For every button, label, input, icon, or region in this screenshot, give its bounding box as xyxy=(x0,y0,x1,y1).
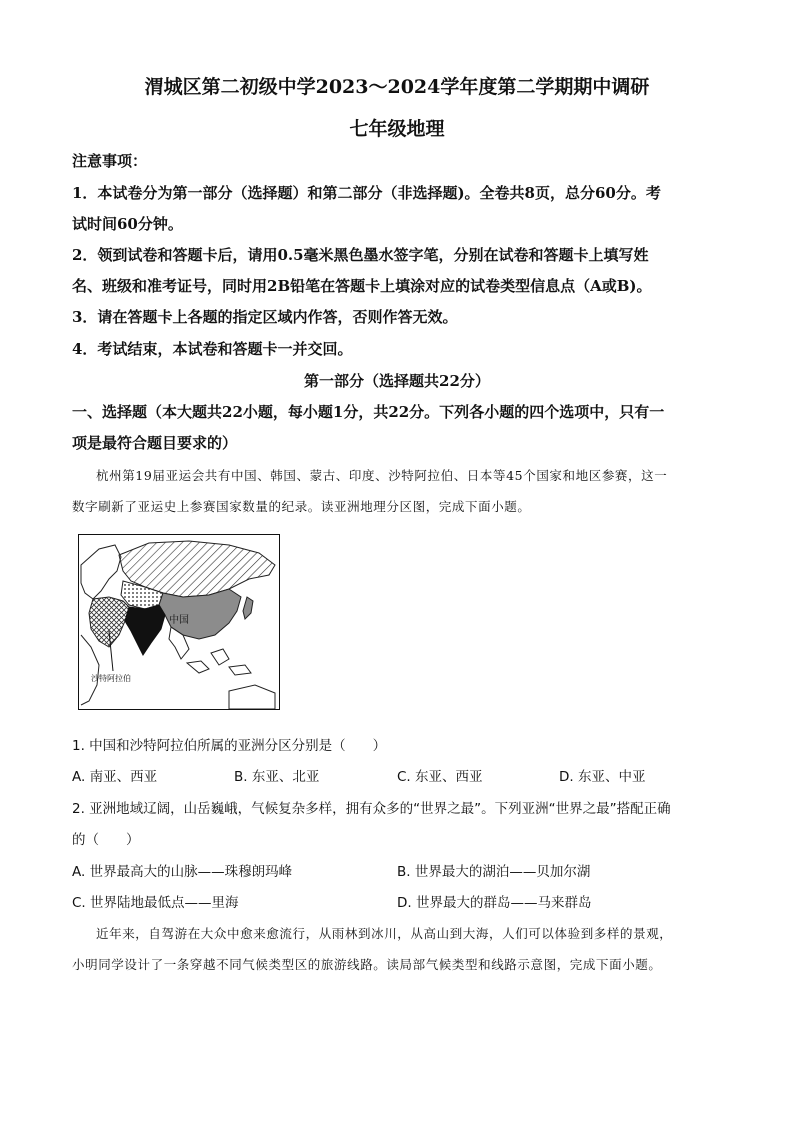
passage2-line2: 小明同学设计了一条穿越不同气候类型区的旅游线路。读局部气候类型和线路示意图，完成下面小题。 xyxy=(72,957,662,972)
q1-stem: 1. 中国和沙特阿拉伯所属的亚洲分区分别是（ ） xyxy=(72,738,387,754)
notes-item-3: 3．请在答题卡上各题的指定区域内作答，否则作答无效。 xyxy=(72,308,458,326)
asia-regions-map xyxy=(78,534,280,710)
west-asia-region xyxy=(89,597,129,647)
exam-subtitle: 七年级地理 xyxy=(349,118,445,140)
part1-heading: 第一部分（选择题共22分） xyxy=(304,372,490,390)
passage1-line1: 杭州第19届亚运会共有中国、韩国、蒙古、印度、沙特阿拉伯、日本等45个国家和地区参赛，这一 xyxy=(96,468,668,483)
q2-option-d[interactable]: D. 世界最大的群岛——马来群岛 xyxy=(397,895,592,911)
q2-option-c[interactable]: C. 世界陆地最低点——里海 xyxy=(72,895,239,911)
australia-outline xyxy=(229,685,275,709)
q1-option-c[interactable]: C. 东亚、西亚 xyxy=(397,769,483,785)
map-label-saudi-arabia: 沙特阿拉伯 xyxy=(91,674,131,683)
japan-island xyxy=(243,597,253,619)
q1-option-d[interactable]: D. 东亚、中亚 xyxy=(559,769,646,785)
notes-item-1b: 试时间60分钟。 xyxy=(72,215,183,233)
notes-item-1a: 1．本试卷分为第一部分（选择题）和第二部分（非选择题)。全卷共8页，总分60分。考 xyxy=(72,184,661,202)
q2-stem-line2: 的（ ） xyxy=(72,832,140,848)
notes-item-2b: 名、班级和准考证号，同时用2B铅笔在答题卡上填涂对应的试卷类型信息点（A或B)。 xyxy=(72,277,652,295)
passage2-line1: 近年来，自驾游在大众中愈来愈流行，从雨林到冰川，从高山到大海，人们可以体验到多样的景观， xyxy=(96,926,673,941)
q2-option-b[interactable]: B. 世界最大的湖泊——贝加尔湖 xyxy=(397,864,591,880)
q2-stem-line1: 2. 亚洲地域辽阔，山岳巍峨，气候复杂多样，拥有众多的“世界之最”。下列亚洲“世界之最”搭配正确 xyxy=(72,801,671,817)
southeast-asia-islands xyxy=(187,649,251,675)
notes-item-4: 4．考试结束，本试卷和答题卡一并交回。 xyxy=(72,340,353,358)
africa-outline xyxy=(81,635,99,705)
q2-option-a[interactable]: A. 世界最高大的山脉——珠穆朗玛峰 xyxy=(72,864,293,880)
south-asia-region xyxy=(125,605,165,655)
section-instructions-line2: 项是最符合题目要求的） xyxy=(72,434,238,452)
map-label-china: 中国 xyxy=(169,615,189,626)
q1-option-b[interactable]: B. 东亚、北亚 xyxy=(234,769,320,785)
section-instructions-line1: 一、选择题（本大题共22小题，每小题1分，共22分。下列各小题的四个选项中，只有一 xyxy=(72,403,665,421)
exam-title: 渭城区第二初级中学2023～2024学年度第二学期期中调研 xyxy=(144,76,650,98)
q1-option-a[interactable]: A. 南亚、西亚 xyxy=(72,769,158,785)
notes-item-2a: 2．领到试卷和答题卡后，请用0.5毫米黑色墨水签字笔，分别在试卷和答题卡上填写姓 xyxy=(72,246,649,264)
notes-heading: 注意事项： xyxy=(72,152,148,170)
passage1-line2: 数字刷新了亚运史上参赛国家数量的纪录。读亚洲地理分区图，完成下面小题。 xyxy=(72,499,531,514)
east-asia-region xyxy=(159,589,241,639)
europe-outline xyxy=(81,545,121,599)
